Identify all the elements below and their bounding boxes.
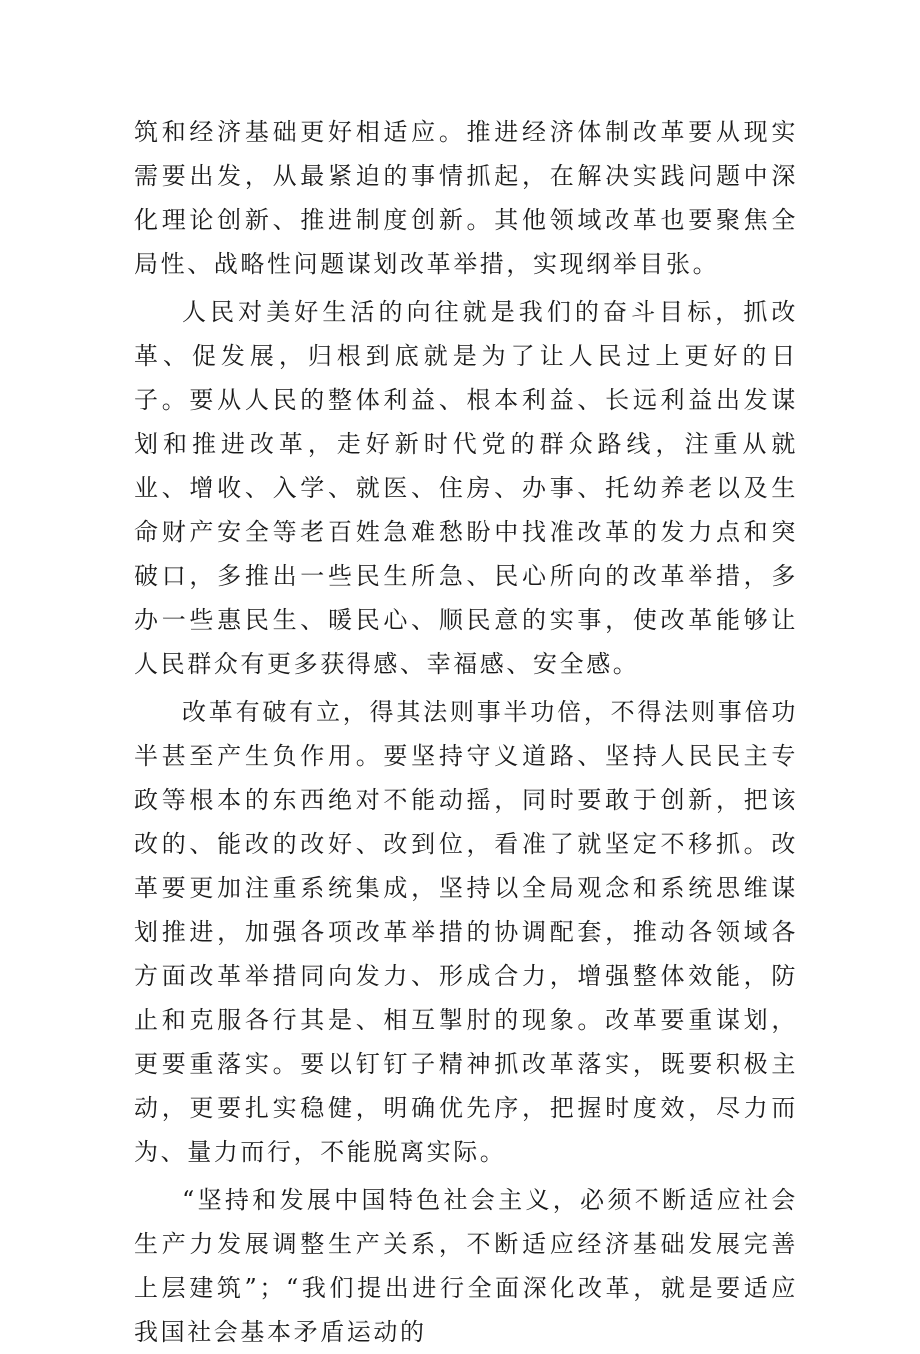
paragraph-3: 改革有破有立，得其法则事半功倍，不得法则事倍功半甚至产生负作用。要坚持守义道路、坚持人民民主专政等根本的东西绝对不能动摇，同时要敢于创新，把该改的、能改的改好、改到位，看准了就坚定不移抓。改革要更加注重系统集成，坚持以全局观念和系统思维谋划推进，加强各项改革举措的协调配套，推动各领域各方面改革举措同向发力、形成合力，增强整体效能，防止和克服各行其是、相互掣肘的现象。改革要重谋划，更要重落实。要以钉钉子精神抓改革落实，既要积极主动，更要扎实稳健，明确优先序，把握时度效，尽力而为、量力而行，不能脱离实际。	[134, 698, 798, 1166]
paragraph-1: 筑和经济基础更好相适应。推进经济体制改革要从现实需要出发，从最紧迫的事情抓起，在解决实践问题中深化理论创新、推进制度创新。其他领域改革也要聚焦全局性、战略性问题谋划改革举措，实现纲举目张。	[134, 118, 798, 278]
document-body	[134, 110, 798, 1354]
paragraph-4: “坚持和发展中国特色社会主义，必须不断适应社会生产力发展调整生产关系，不断适应经济基础发展完善上层建筑”；“我们提出进行全面深化改革，就是要适应我国社会基本矛盾运动的	[134, 1186, 798, 1346]
paragraph-2: 人民对美好生活的向往就是我们的奋斗目标，抓改革、促发展，归根到底就是为了让人民过上更好的日子。要从人民的整体利益、根本利益、长远利益出发谋划和推进改革，走好新时代党的群众路线，注重从就业、增收、入学、就医、住房、办事、托幼养老以及生命财产安全等老百姓急难愁盼中找准改革的发力点和突破口，多推出一些民生所急、民心所向的改革举措，多办一些惠民生、暖民心、顺民意的实事，使改革能够让人民群众有更多获得感、幸福感、安全感。	[134, 298, 798, 678]
